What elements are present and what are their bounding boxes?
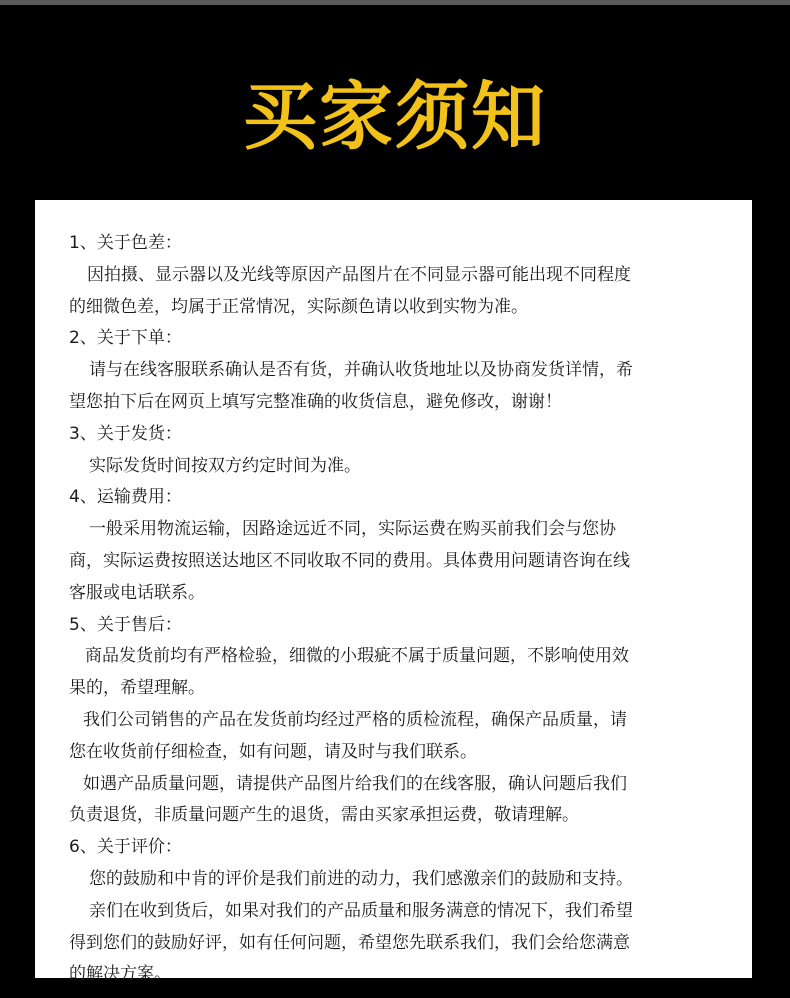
section-heading: 2、关于下单： xyxy=(69,328,182,349)
paragraph-line: 望您拍下后在网页上填写完整准确的收货信息，避免修改，谢谢！ xyxy=(69,391,562,412)
paragraph-line: 如遇产品质量问题，请提供产品图片给我们的在线客服，确认问题后我们 xyxy=(83,773,627,794)
paragraph-line: 的细微色差，均属于正常情况，实际颜色请以收到实物为准。 xyxy=(69,296,528,317)
paragraph-line: 您的鼓励和中肯的评价是我们前进的动力，我们感激亲们的鼓励和支持。 xyxy=(89,868,633,889)
page-title: 买家须知 xyxy=(243,74,547,160)
paragraph-line: 我们公司销售的产品在发货前均经过严格的质检流程，确保产品质量，请 xyxy=(83,709,627,730)
paragraph-line: 一般采用物流运输，因路途远近不同，实际运费在购买前我们会与您协 xyxy=(89,519,616,540)
paragraph-line: 果的，希望理解。 xyxy=(69,678,205,699)
section-paragraph xyxy=(69,355,722,419)
section-paragraph xyxy=(69,864,722,896)
paragraph-line: 商，实际运费按照送达地区不同收取不同的费用。具体费用问题请咨询在线 xyxy=(69,550,630,571)
paragraph-line: 亲们在收到货后，如果对我们的产品质量和服务满意的情况下，我们希望 xyxy=(89,900,633,921)
section-heading: 5、关于售后： xyxy=(69,614,182,635)
section-paragraph xyxy=(69,641,722,705)
paragraph-line: 请与在线客服联系确认是否有货，并确认收货地址以及协商发货详情，希 xyxy=(89,360,633,381)
section-heading: 1、关于色差： xyxy=(69,233,182,253)
paragraph-line: 客服或电话联系。 xyxy=(69,582,205,603)
notice-panel xyxy=(35,200,752,985)
section-heading: 3、关于发货： xyxy=(69,423,182,444)
section-paragraph xyxy=(69,769,722,833)
section-paragraph xyxy=(69,451,722,483)
section-heading: 4、运输费用： xyxy=(69,487,182,508)
section-paragraph xyxy=(69,705,722,769)
top-bar xyxy=(0,0,790,5)
paragraph-line: 实际发货时间按双方约定时间为准。 xyxy=(89,455,361,476)
section-heading: 6、关于评价： xyxy=(69,837,182,858)
section-paragraph xyxy=(69,514,722,609)
paragraph-line: 商品发货前均有严格检验，细微的小瑕疵不属于质量问题，不影响使用效 xyxy=(85,646,629,667)
paragraph-line: 您在收货前仔细检查，如有问题，请及时与我们联系。 xyxy=(69,741,477,762)
paragraph-line: 得到您们的鼓励好评，如有任何问题，希望您先联系我们，我们会给您满意 xyxy=(69,932,630,953)
paragraph-line: 的解决方案。 xyxy=(69,964,171,985)
paragraph-line: 负责退货，非质量问题产生的退货，需由买家承担运费，敬请理解。 xyxy=(69,805,579,826)
section-paragraph xyxy=(69,896,722,991)
section-paragraph xyxy=(69,260,722,324)
paragraph-line: 因拍摄、显示器以及光线等原因产品图片在不同显示器可能出现不同程度 xyxy=(87,264,631,285)
